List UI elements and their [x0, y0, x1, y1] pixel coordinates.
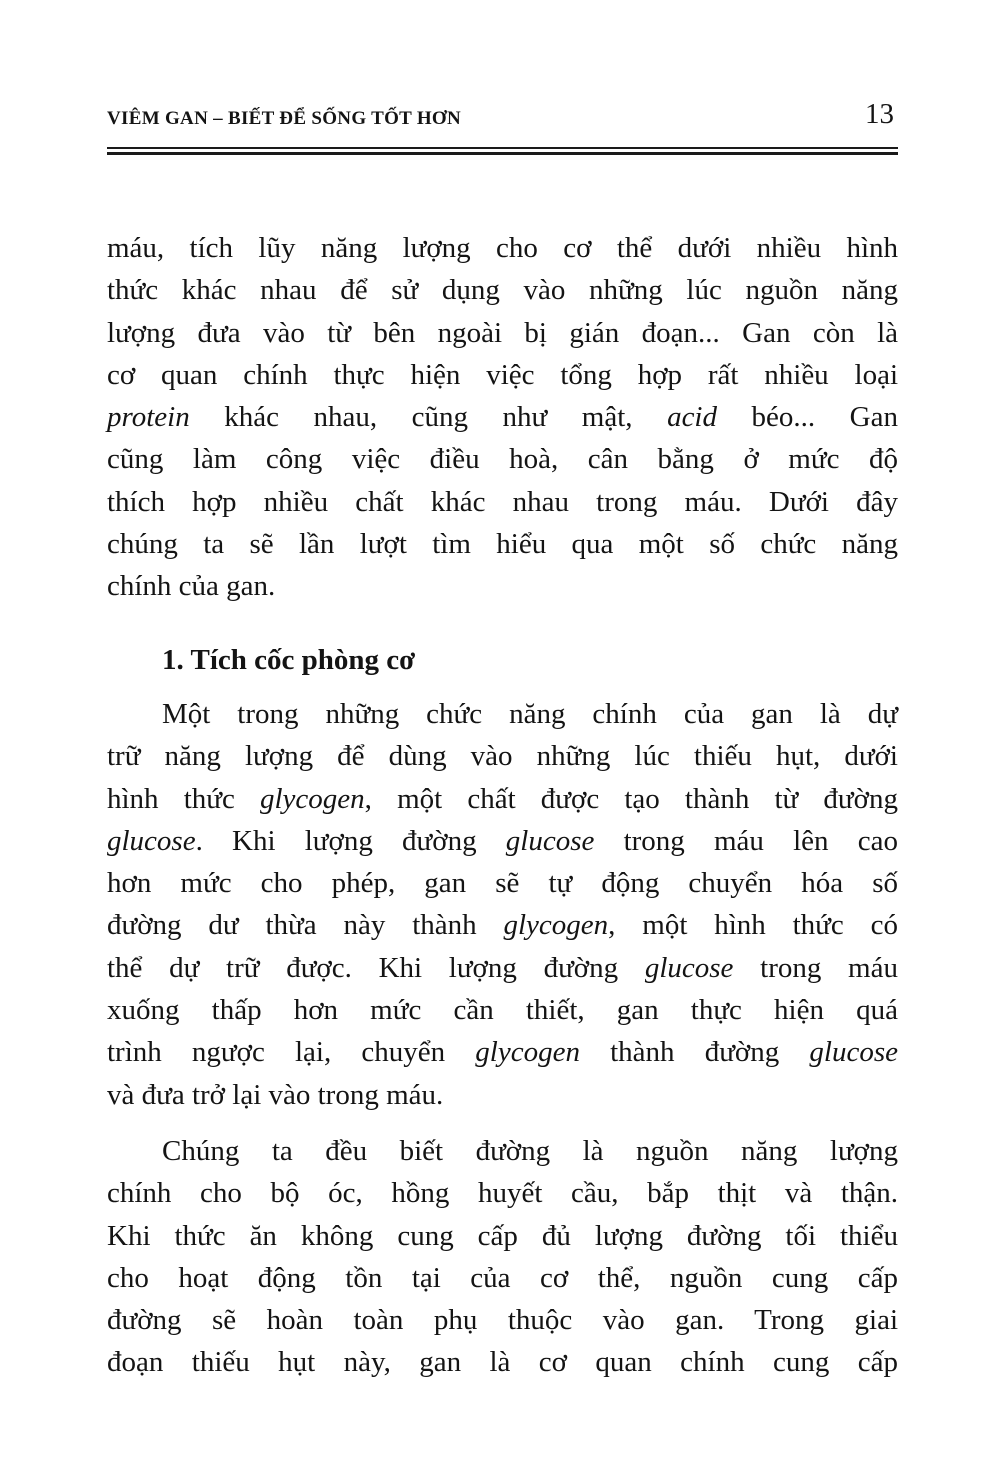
text-line: Chúng ta đều biết đường là nguồn năng lượng: [162, 1135, 898, 1167]
text-run: trình ngược lại, chuyển: [107, 1036, 476, 1069]
text-run: trong máu: [733, 951, 898, 984]
text-run: thể dự trữ được. Khi lượng đường: [107, 951, 645, 984]
italic-term: acid: [667, 401, 717, 434]
text-run: thành đường: [579, 1036, 810, 1069]
running-header: [107, 98, 898, 138]
text-line: máu, tích lũy năng lượng cho cơ thể dưới nhiều hình: [107, 232, 898, 264]
text-line: Một trong những chức năng chính của gan là dự: [162, 698, 898, 730]
text-run: , một hình thức có: [608, 909, 898, 942]
text-line: trữ năng lượng để dùng vào những lúc thiếu hụt, dưới: [107, 740, 898, 773]
text-run: , một chất được tạo thành từ đường: [364, 782, 898, 815]
italic-term: protein: [107, 401, 190, 434]
text-line: Khi thức ăn không cung cấp đủ lượng đường tối thiểu: [107, 1219, 898, 1252]
text-line: chúng ta sẽ lần lượt tìm hiểu qua một số chức năng: [107, 528, 898, 561]
text-run: béo... Gan: [717, 401, 898, 434]
text-line: hơn mức cho phép, gan sẽ tự động chuyển hóa số: [107, 867, 898, 900]
italic-term: glucose: [107, 824, 196, 857]
text-line: [107, 396, 898, 438]
text-run: hình thức: [107, 782, 260, 815]
italic-term: glycogen: [503, 909, 609, 942]
italic-term: glucose: [809, 1036, 898, 1069]
text-line: cho hoạt động tồn tại của cơ thể, nguồn cung cấp: [107, 1261, 898, 1294]
italic-term: glucose: [505, 824, 595, 857]
header-rule: [107, 147, 898, 157]
italic-term: glucose: [644, 951, 734, 984]
header-rule-thick: [107, 152, 898, 155]
text-run: trong máu lên cao: [594, 824, 898, 857]
paragraph-glycogen: [107, 693, 898, 1116]
text-line: [107, 947, 898, 989]
text-run: đường dư thừa này thành: [107, 909, 504, 942]
text-line: đoạn thiếu hụt này, gan là cơ quan chính cung cấp: [107, 1346, 898, 1379]
text-line: xuống thấp hơn mức cần thiết, gan thực hiện quá: [107, 994, 898, 1027]
section-heading: 1. Tích cốc phòng cơ: [162, 644, 416, 676]
paragraph-intro: [107, 227, 898, 608]
header-title: VIÊM GAN – BIẾT ĐỂ SỐNG TỐT HƠN: [107, 108, 462, 129]
text-line: thích hợp nhiều chất khác nhau trong máu. Dưới đây: [107, 485, 898, 518]
paragraph-energy: [107, 1130, 898, 1384]
text-line: thức khác nhau để sử dụng vào những lúc nguồn năng: [107, 274, 898, 307]
text-run: . Khi lượng đường: [195, 824, 506, 857]
italic-term: glycogen: [260, 782, 365, 815]
text-line: và đưa trở lại vào trong máu.: [107, 1078, 444, 1111]
text-line: cũng làm công việc điều hoà, cân bằng ở mức độ: [107, 443, 898, 476]
text-line: cơ quan chính thực hiện việc tổng hợp rất nhiều loại: [107, 358, 898, 391]
header-rule-thin: [107, 147, 898, 149]
italic-term: glycogen: [475, 1036, 580, 1069]
text-line: chính của gan.: [107, 570, 276, 603]
text-line: lượng đưa vào từ bên ngoài bị gián đoạn... Gan còn là: [107, 316, 898, 349]
text-line: [107, 820, 898, 862]
text-line: chính cho bộ óc, hồng huyết cầu, bắp thịt và thận.: [107, 1177, 898, 1210]
text-line: đường sẽ hoàn toàn phụ thuộc vào gan. Trong giai: [107, 1304, 898, 1337]
text-line: [107, 778, 898, 820]
text-run: khác nhau, cũng như mật,: [189, 401, 668, 434]
text-line: [107, 904, 898, 946]
text-line: [107, 1031, 898, 1073]
page-number: 13: [865, 98, 894, 130]
